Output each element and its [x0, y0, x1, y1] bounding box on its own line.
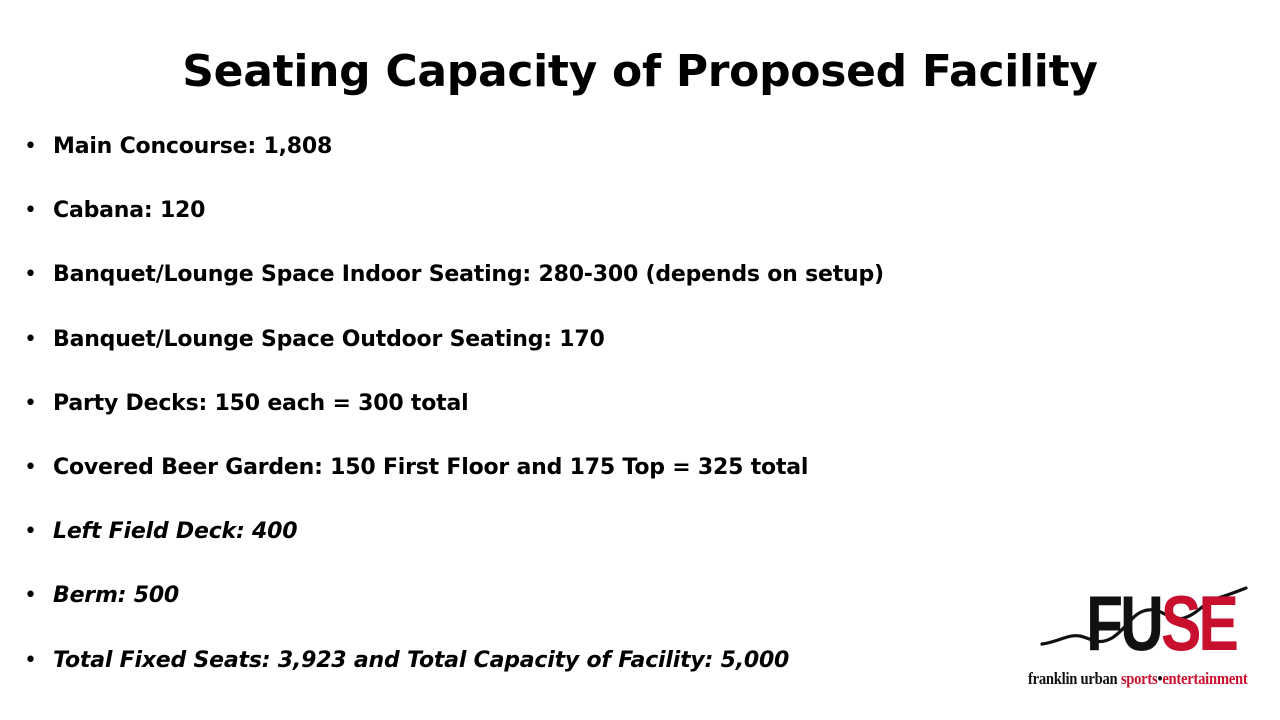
tagline-part: entertainment [1162, 669, 1248, 688]
list-item-text: Banquet/Lounge Space Outdoor Seating: 170 [53, 326, 605, 352]
list-item [24, 385, 1004, 449]
bullet-icon: • [24, 390, 37, 416]
list-item [24, 577, 1004, 641]
list-item-text: Total Fixed Seats: 3,923 and Total Capacity of Facility: 5,000 [53, 647, 790, 673]
list-item [24, 128, 1004, 192]
bullet-icon: • [24, 583, 37, 609]
slide-title: Seating Capacity of Proposed Facility [182, 46, 1098, 97]
bullet-icon: • [24, 198, 37, 224]
list-item-text: Cabana: 120 [53, 198, 206, 224]
list-item [24, 513, 1004, 577]
tagline-separator: • [1157, 669, 1163, 688]
list-item-text: Left Field Deck: 400 [53, 519, 298, 545]
logo-letter: S [1160, 579, 1199, 667]
tagline-part: franklin urban [1028, 669, 1121, 688]
list-item [24, 642, 1004, 706]
list-item-text: Main Concourse: 1,808 [53, 134, 333, 159]
bullet-icon: • [24, 134, 37, 159]
logo-letter: E [1198, 579, 1236, 667]
list-item-text: Covered Beer Garden: 150 First Floor and 175 Top = 325 total [53, 454, 809, 480]
list-item-text: Berm: 500 [53, 583, 180, 609]
bullet-icon: • [24, 326, 37, 352]
list-item [24, 449, 1004, 513]
list-item [24, 321, 1004, 385]
list-item-text: Banquet/Lounge Space Indoor Seating: 280-300 (depends on setup) [53, 262, 884, 288]
fuse-logo [1028, 579, 1252, 700]
logo-tagline [1028, 668, 1248, 690]
list-item-text: Party Decks: 150 each = 300 total [53, 390, 469, 416]
tagline-part: sports [1120, 669, 1158, 688]
logo-letter: F [1086, 579, 1121, 667]
list-item [24, 192, 1004, 256]
logo-letter: U [1120, 579, 1161, 667]
seating-list [24, 128, 1004, 706]
bullet-icon: • [24, 519, 37, 545]
list-item [24, 256, 1004, 320]
bullet-icon: • [24, 647, 37, 673]
logo-wordmark [1086, 579, 1236, 667]
bullet-icon: • [24, 262, 37, 288]
bullet-icon: • [24, 454, 37, 480]
